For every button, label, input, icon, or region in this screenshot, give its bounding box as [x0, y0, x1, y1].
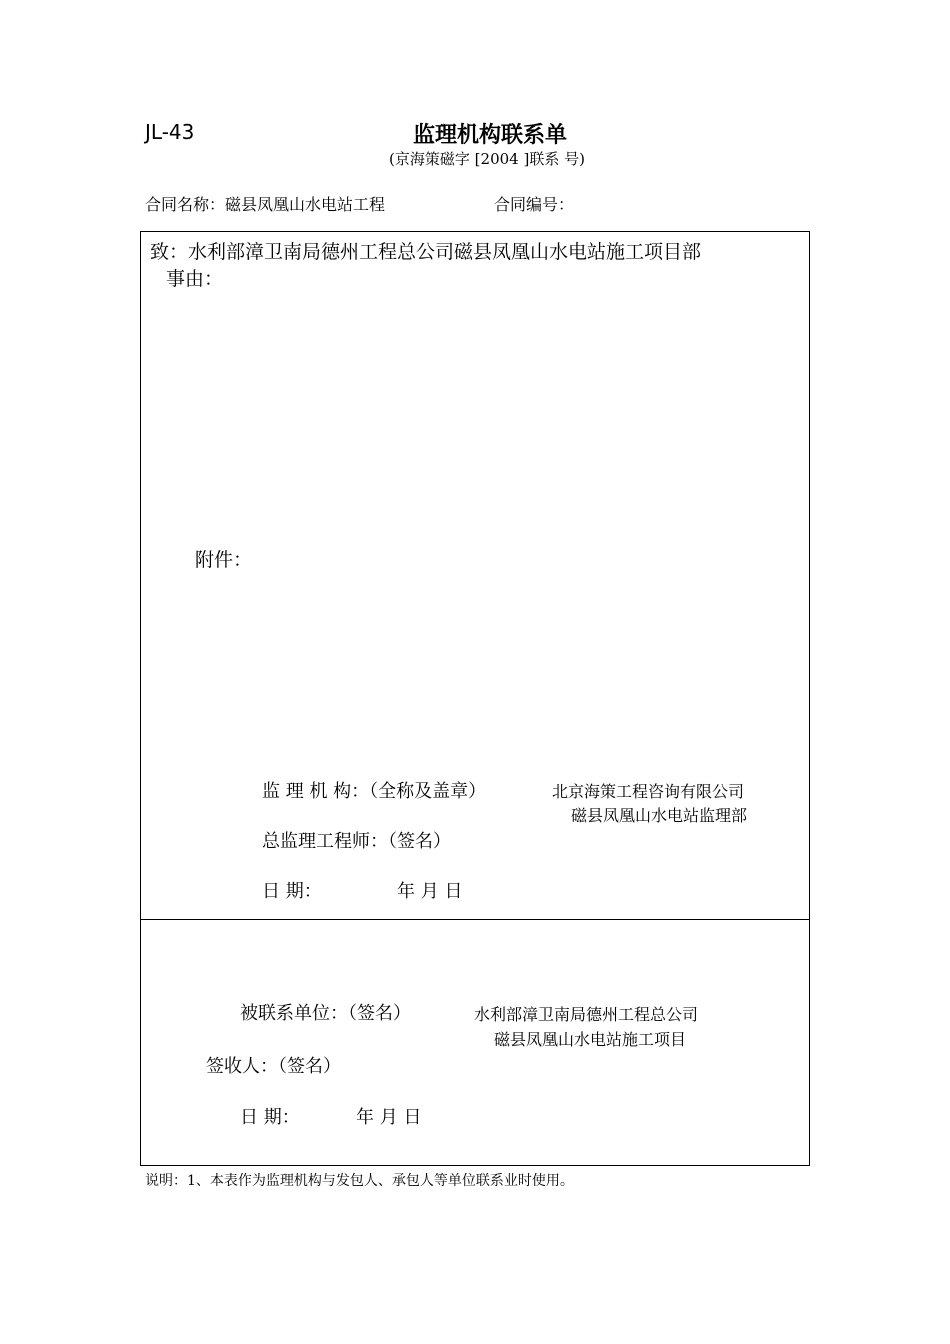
section-divider	[141, 919, 809, 920]
contract-name: 合同名称：磁县凤凰山水电站工程	[145, 195, 386, 214]
attachment-label: 附件：	[195, 549, 253, 571]
issue-date-label: 日 期：	[262, 881, 322, 902]
contacted-unit-label: 被联系单位：（签名）	[240, 1003, 411, 1024]
agency-name: 北京海策工程咨询有限公司	[552, 782, 745, 801]
reason-label: 事由：	[166, 268, 224, 290]
footnote: 说明：1、本表作为监理机构与发包人、承包人等单位联系业时使用。	[145, 1173, 574, 1189]
issue-date-fields: 年 月 日	[397, 881, 463, 902]
document-number: (京海策磁字 [2004 ]联系 号)	[389, 150, 585, 168]
agency-department: 磁县凤凰山水电站监理部	[571, 806, 748, 825]
recipient-line: 致：水利部漳卫南局德州工程总公司磁县凤凰山水电站施工项目部	[150, 241, 702, 263]
form-frame	[140, 231, 810, 1166]
contract-number-label: 合同编号：	[494, 195, 575, 214]
chief-engineer-label: 总监理工程师：（签名）	[262, 831, 451, 852]
page-title: 监理机构联系单	[412, 123, 567, 148]
agency-label: 监 理 机 构：（全称及盖章）	[262, 781, 487, 802]
receipt-date-label: 日 期：	[240, 1107, 300, 1128]
form-code: JL-43	[145, 120, 195, 144]
receiver-label: 签收人：（签名）	[206, 1056, 341, 1077]
contacted-unit-project: 磁县凤凰山水电站施工项目	[494, 1030, 687, 1049]
contacted-unit-name: 水利部漳卫南局德州工程总公司	[474, 1005, 699, 1024]
receipt-date-fields: 年 月 日	[356, 1107, 422, 1128]
